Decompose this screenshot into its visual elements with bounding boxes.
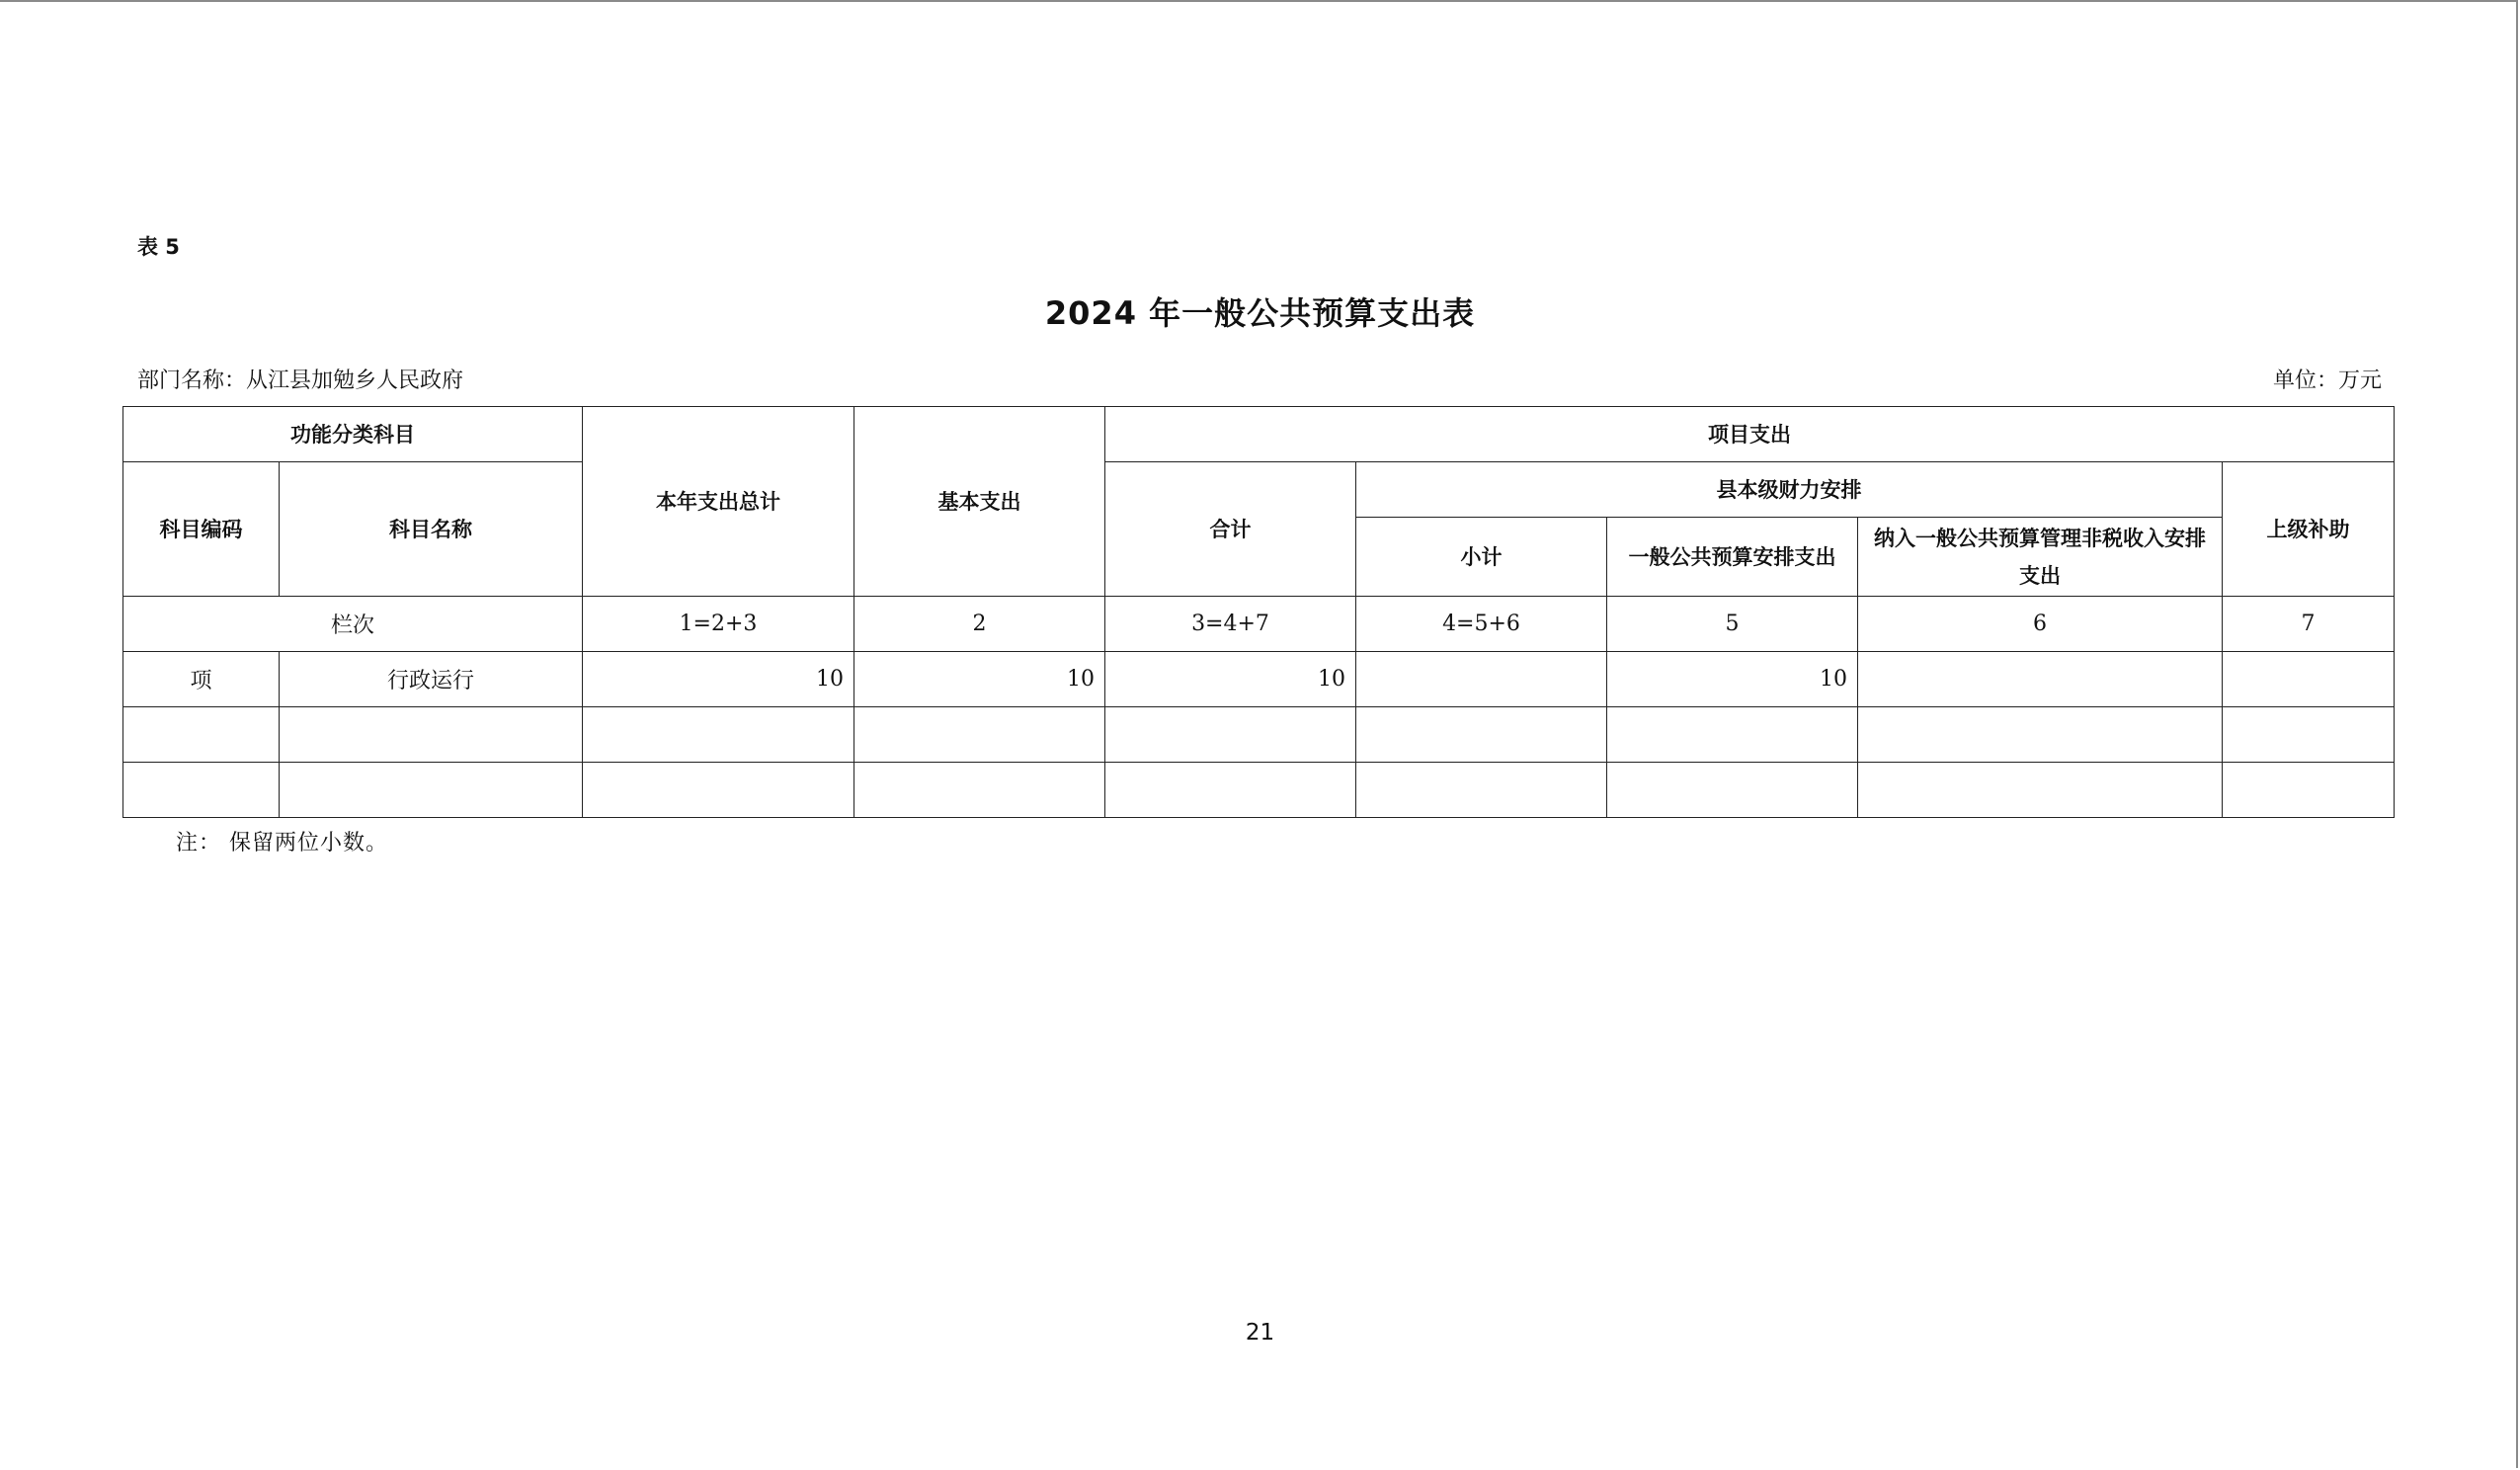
cell-upper-subsidy bbox=[2223, 652, 2395, 707]
header-subtotal: 小计 bbox=[1356, 518, 1607, 597]
cell-general-budget bbox=[1607, 707, 1858, 763]
cell-upper-subsidy bbox=[2223, 707, 2395, 763]
cell-name: 行政运行 bbox=[280, 652, 583, 707]
cell-general-budget bbox=[1607, 763, 1858, 818]
index-row bbox=[123, 597, 2395, 652]
cell-code bbox=[123, 763, 280, 818]
cell-subtotal bbox=[1356, 707, 1607, 763]
cell-nontax bbox=[1858, 652, 2223, 707]
header-code: 科目编码 bbox=[123, 462, 280, 597]
cell-annual-total bbox=[583, 763, 854, 818]
cell-name bbox=[280, 707, 583, 763]
table-row bbox=[123, 763, 2395, 818]
budget-expenditure-table bbox=[122, 406, 2395, 818]
header-basic: 基本支出 bbox=[854, 407, 1105, 597]
cell-basic: 10 bbox=[854, 652, 1105, 707]
index-c2: 2 bbox=[854, 597, 1105, 652]
header-county-level: 县本级财力安排 bbox=[1356, 462, 2223, 518]
document-title: 2024 年一般公共预算支出表 bbox=[1044, 294, 1476, 332]
header-total: 合计 bbox=[1105, 462, 1356, 597]
cell-basic bbox=[854, 763, 1105, 818]
header-project: 项目支出 bbox=[1105, 407, 2395, 462]
footnote: 注： 保留两位小数。 bbox=[176, 831, 388, 856]
unit-label: 单位：万元 bbox=[2272, 368, 2382, 393]
header-name: 科目名称 bbox=[280, 462, 583, 597]
index-c1: 1=2+3 bbox=[583, 597, 854, 652]
cell-nontax bbox=[1858, 763, 2223, 818]
header-annual-total: 本年支出总计 bbox=[583, 407, 854, 597]
index-c3: 3=4+7 bbox=[1105, 597, 1356, 652]
cell-nontax bbox=[1858, 707, 2223, 763]
department-name: 部门名称：从江县加勉乡人民政府 bbox=[137, 368, 464, 393]
header-upper-subsidy: 上级补助 bbox=[2223, 462, 2395, 597]
header-general-budget: 一般公共预算安排支出 bbox=[1607, 518, 1858, 597]
cell-total bbox=[1105, 707, 1356, 763]
index-c5: 5 bbox=[1607, 597, 1858, 652]
page-number: 21 bbox=[1245, 1320, 1275, 1346]
cell-annual-total bbox=[583, 707, 854, 763]
cell-basic bbox=[854, 707, 1105, 763]
table-row bbox=[123, 707, 2395, 763]
header-func-class: 功能分类科目 bbox=[123, 407, 583, 462]
cell-annual-total: 10 bbox=[583, 652, 854, 707]
cell-general-budget: 10 bbox=[1607, 652, 1858, 707]
header-nontax: 纳入一般公共预算管理非税收入安排支出 bbox=[1858, 518, 2223, 597]
cell-total: 10 bbox=[1105, 652, 1356, 707]
cell-upper-subsidy bbox=[2223, 763, 2395, 818]
cell-code bbox=[123, 707, 280, 763]
cell-subtotal bbox=[1356, 763, 1607, 818]
index-c4: 4=5+6 bbox=[1356, 597, 1607, 652]
index-label: 栏次 bbox=[123, 597, 583, 652]
cell-subtotal bbox=[1356, 652, 1607, 707]
table-number: 表 5 bbox=[137, 235, 180, 259]
cell-code: 项 bbox=[123, 652, 280, 707]
index-c7: 7 bbox=[2223, 597, 2395, 652]
cell-total bbox=[1105, 763, 1356, 818]
table-row bbox=[123, 652, 2395, 707]
index-c6: 6 bbox=[1858, 597, 2223, 652]
cell-name bbox=[280, 763, 583, 818]
